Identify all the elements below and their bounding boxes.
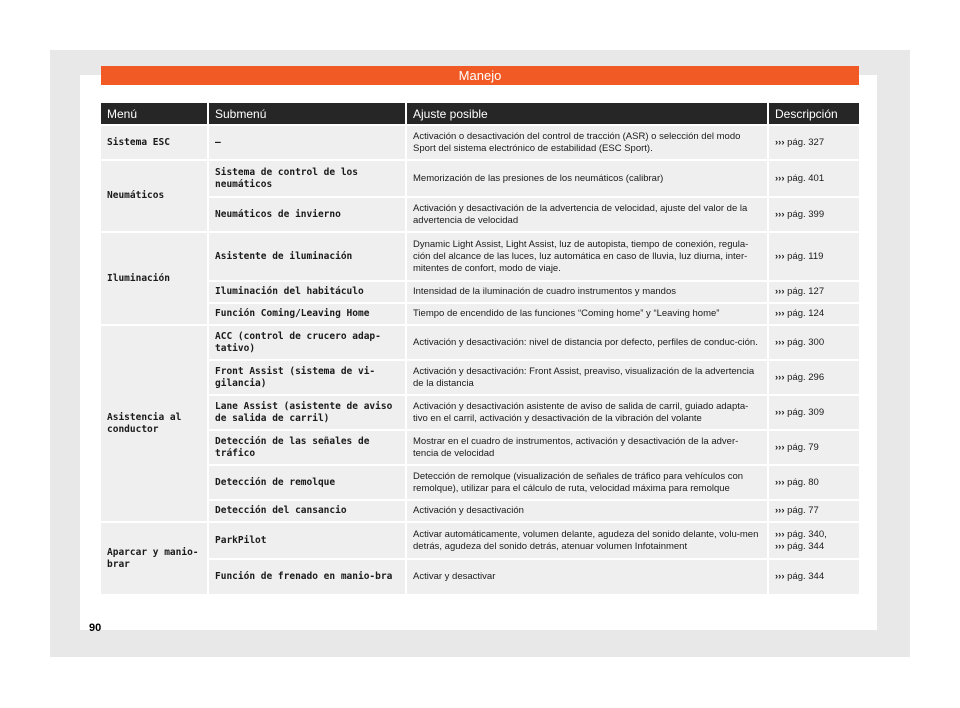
page-ref: pág. 296 <box>787 371 825 383</box>
page-ref: pág. 124 <box>787 308 825 319</box>
page-ref-arrow: ››› <box>775 308 785 319</box>
page-ref: pág. 309 <box>787 406 825 418</box>
description-cell <box>768 465 859 500</box>
header-menu: Menú <box>101 103 208 125</box>
submenu-cell: Lane Assist (asistente de aviso de salida de carril) <box>208 395 406 430</box>
description-cell <box>768 160 859 197</box>
table-row <box>101 395 859 430</box>
page-ref: pág. 340, <box>787 528 827 540</box>
setting-cell: Tiempo de encendido de las funciones “Coming home” y “Leaving home” <box>406 303 768 325</box>
setting-cell: Detección de remolque (visualización de señales de tráfico para vehículos con remolque), utilizar para el cálculo de ruta, velocidad máxima para remolque <box>406 465 768 500</box>
setting-cell: Activación y desactivación asistente de aviso de salida de carril, guiado adapta-tivo en el carril, activación y desactivación de la vibración del volante <box>406 395 768 430</box>
page-ref-arrow: ››› <box>775 286 785 297</box>
description-cell <box>768 360 859 395</box>
page-ref-arrow: ››› <box>775 250 785 262</box>
page-ref: pág. 300 <box>787 336 825 348</box>
table-row <box>101 500 859 522</box>
description-cell <box>768 325 859 360</box>
description-cell <box>768 395 859 430</box>
page-ref-arrow: ››› <box>775 571 785 582</box>
setting-cell: Activación o desactivación del control de tracción (ASR) o selección del modo Sport del sistema electrónico de estabilidad (ESC Sport). <box>406 125 768 160</box>
submenu-cell: Función de frenado en manio-bra <box>208 559 406 594</box>
page-ref: pág. 401 <box>787 172 825 184</box>
page-ref: pág. 399 <box>787 208 825 220</box>
description-cell <box>768 125 859 160</box>
page-ref-arrow: ››› <box>775 208 785 220</box>
description-cell <box>768 522 859 559</box>
submenu-cell: Detección del cansancio <box>208 500 406 522</box>
submenu-cell: ACC (control de crucero adap-tativo) <box>208 325 406 360</box>
setting-cell: Activación y desactivación: nivel de distancia por defecto, perfiles de conduc-ción. <box>406 325 768 360</box>
setting-cell: Activación y desactivación <box>406 500 768 522</box>
page-ref: pág. 344 <box>787 571 825 582</box>
submenu-cell: Sistema de control de los neumáticos <box>208 160 406 197</box>
menu-cell: Iluminación <box>101 232 208 325</box>
table-row <box>101 360 859 395</box>
table-row <box>101 232 859 281</box>
page-ref: pág. 327 <box>787 136 825 148</box>
page-ref-arrow: ››› <box>775 476 785 488</box>
header-description: Descripción <box>768 103 859 125</box>
table-row <box>101 559 859 594</box>
table-row <box>101 125 859 160</box>
submenu-cell: Iluminación del habitáculo <box>208 281 406 303</box>
description-cell <box>768 197 859 232</box>
page-ref-arrow: ››› <box>775 528 785 540</box>
setting-cell: Mostrar en el cuadro de instrumentos, activación y desactivación de la adver-tencia de velocidad <box>406 430 768 465</box>
submenu-cell: Neumáticos de invierno <box>208 197 406 232</box>
table-row <box>101 522 859 559</box>
page-number: 90 <box>89 622 102 634</box>
setting-cell: Memorización de las presiones de los neumáticos (calibrar) <box>406 160 768 197</box>
submenu-cell: Front Assist (sistema de vi-gilancia) <box>208 360 406 395</box>
table-row <box>101 430 859 465</box>
table-header-row <box>101 103 859 125</box>
header-setting: Ajuste posible <box>406 103 768 125</box>
description-cell <box>768 500 859 522</box>
page-ref-arrow: ››› <box>775 172 785 184</box>
header-submenu: Submenú <box>208 103 406 125</box>
submenu-cell: – <box>208 125 406 160</box>
page-ref-arrow: ››› <box>775 406 785 418</box>
submenu-cell: Detección de remolque <box>208 465 406 500</box>
setting-cell: Activar automáticamente, volumen delante, agudeza del sonido delante, volu-men detrás, agudeza del sonido detrás, atenuar volumen Infotainment <box>406 522 768 559</box>
page-ref: pág. 79 <box>787 441 819 453</box>
page-ref: pág. 80 <box>787 476 819 488</box>
table-row <box>101 281 859 303</box>
section-banner: Manejo <box>101 66 859 85</box>
page-ref: pág. 344 <box>787 540 825 552</box>
setting-cell: Dynamic Light Assist, Light Assist, luz de autopista, tiempo de conexión, regula-ción del alcance de las luces, luz automática en caso de lluvia, luz diurna, inter-mitentes de confort, modo de viaje. <box>406 232 768 281</box>
page-ref-arrow: ››› <box>775 505 785 516</box>
page-ref-arrow: ››› <box>775 136 785 148</box>
description-cell <box>768 559 859 594</box>
table-row <box>101 325 859 360</box>
page-ref: pág. 77 <box>787 505 819 516</box>
setting-cell: Activación y desactivación: Front Assist, preaviso, visualización de la advertencia de la distancia <box>406 360 768 395</box>
setting-cell: Intensidad de la iluminación de cuadro instrumentos y mandos <box>406 281 768 303</box>
page-ref-arrow: ››› <box>775 336 785 348</box>
page-ref-arrow: ››› <box>775 441 785 453</box>
table-row <box>101 303 859 325</box>
setting-cell: Activación y desactivación de la advertencia de velocidad, ajuste del valor de la advertencia de velocidad <box>406 197 768 232</box>
menu-cell: Aparcar y manio-brar <box>101 522 208 594</box>
submenu-cell: Detección de las señales de tráfico <box>208 430 406 465</box>
table-row <box>101 160 859 197</box>
settings-table <box>101 103 859 594</box>
menu-cell: Asistencia al conductor <box>101 325 208 522</box>
page-ref-arrow: ››› <box>775 540 785 552</box>
submenu-cell: Función Coming/Leaving Home <box>208 303 406 325</box>
description-cell <box>768 281 859 303</box>
description-cell <box>768 430 859 465</box>
submenu-cell: Asistente de iluminación <box>208 232 406 281</box>
table-row <box>101 465 859 500</box>
page-ref: pág. 127 <box>787 286 825 297</box>
menu-cell: Neumáticos <box>101 160 208 232</box>
page-ref-arrow: ››› <box>775 371 785 383</box>
menu-cell: Sistema ESC <box>101 125 208 160</box>
page-ref: pág. 119 <box>787 250 824 262</box>
setting-cell: Activar y desactivar <box>406 559 768 594</box>
description-cell <box>768 232 859 281</box>
description-cell <box>768 303 859 325</box>
submenu-cell: ParkPilot <box>208 522 406 559</box>
table-row <box>101 197 859 232</box>
